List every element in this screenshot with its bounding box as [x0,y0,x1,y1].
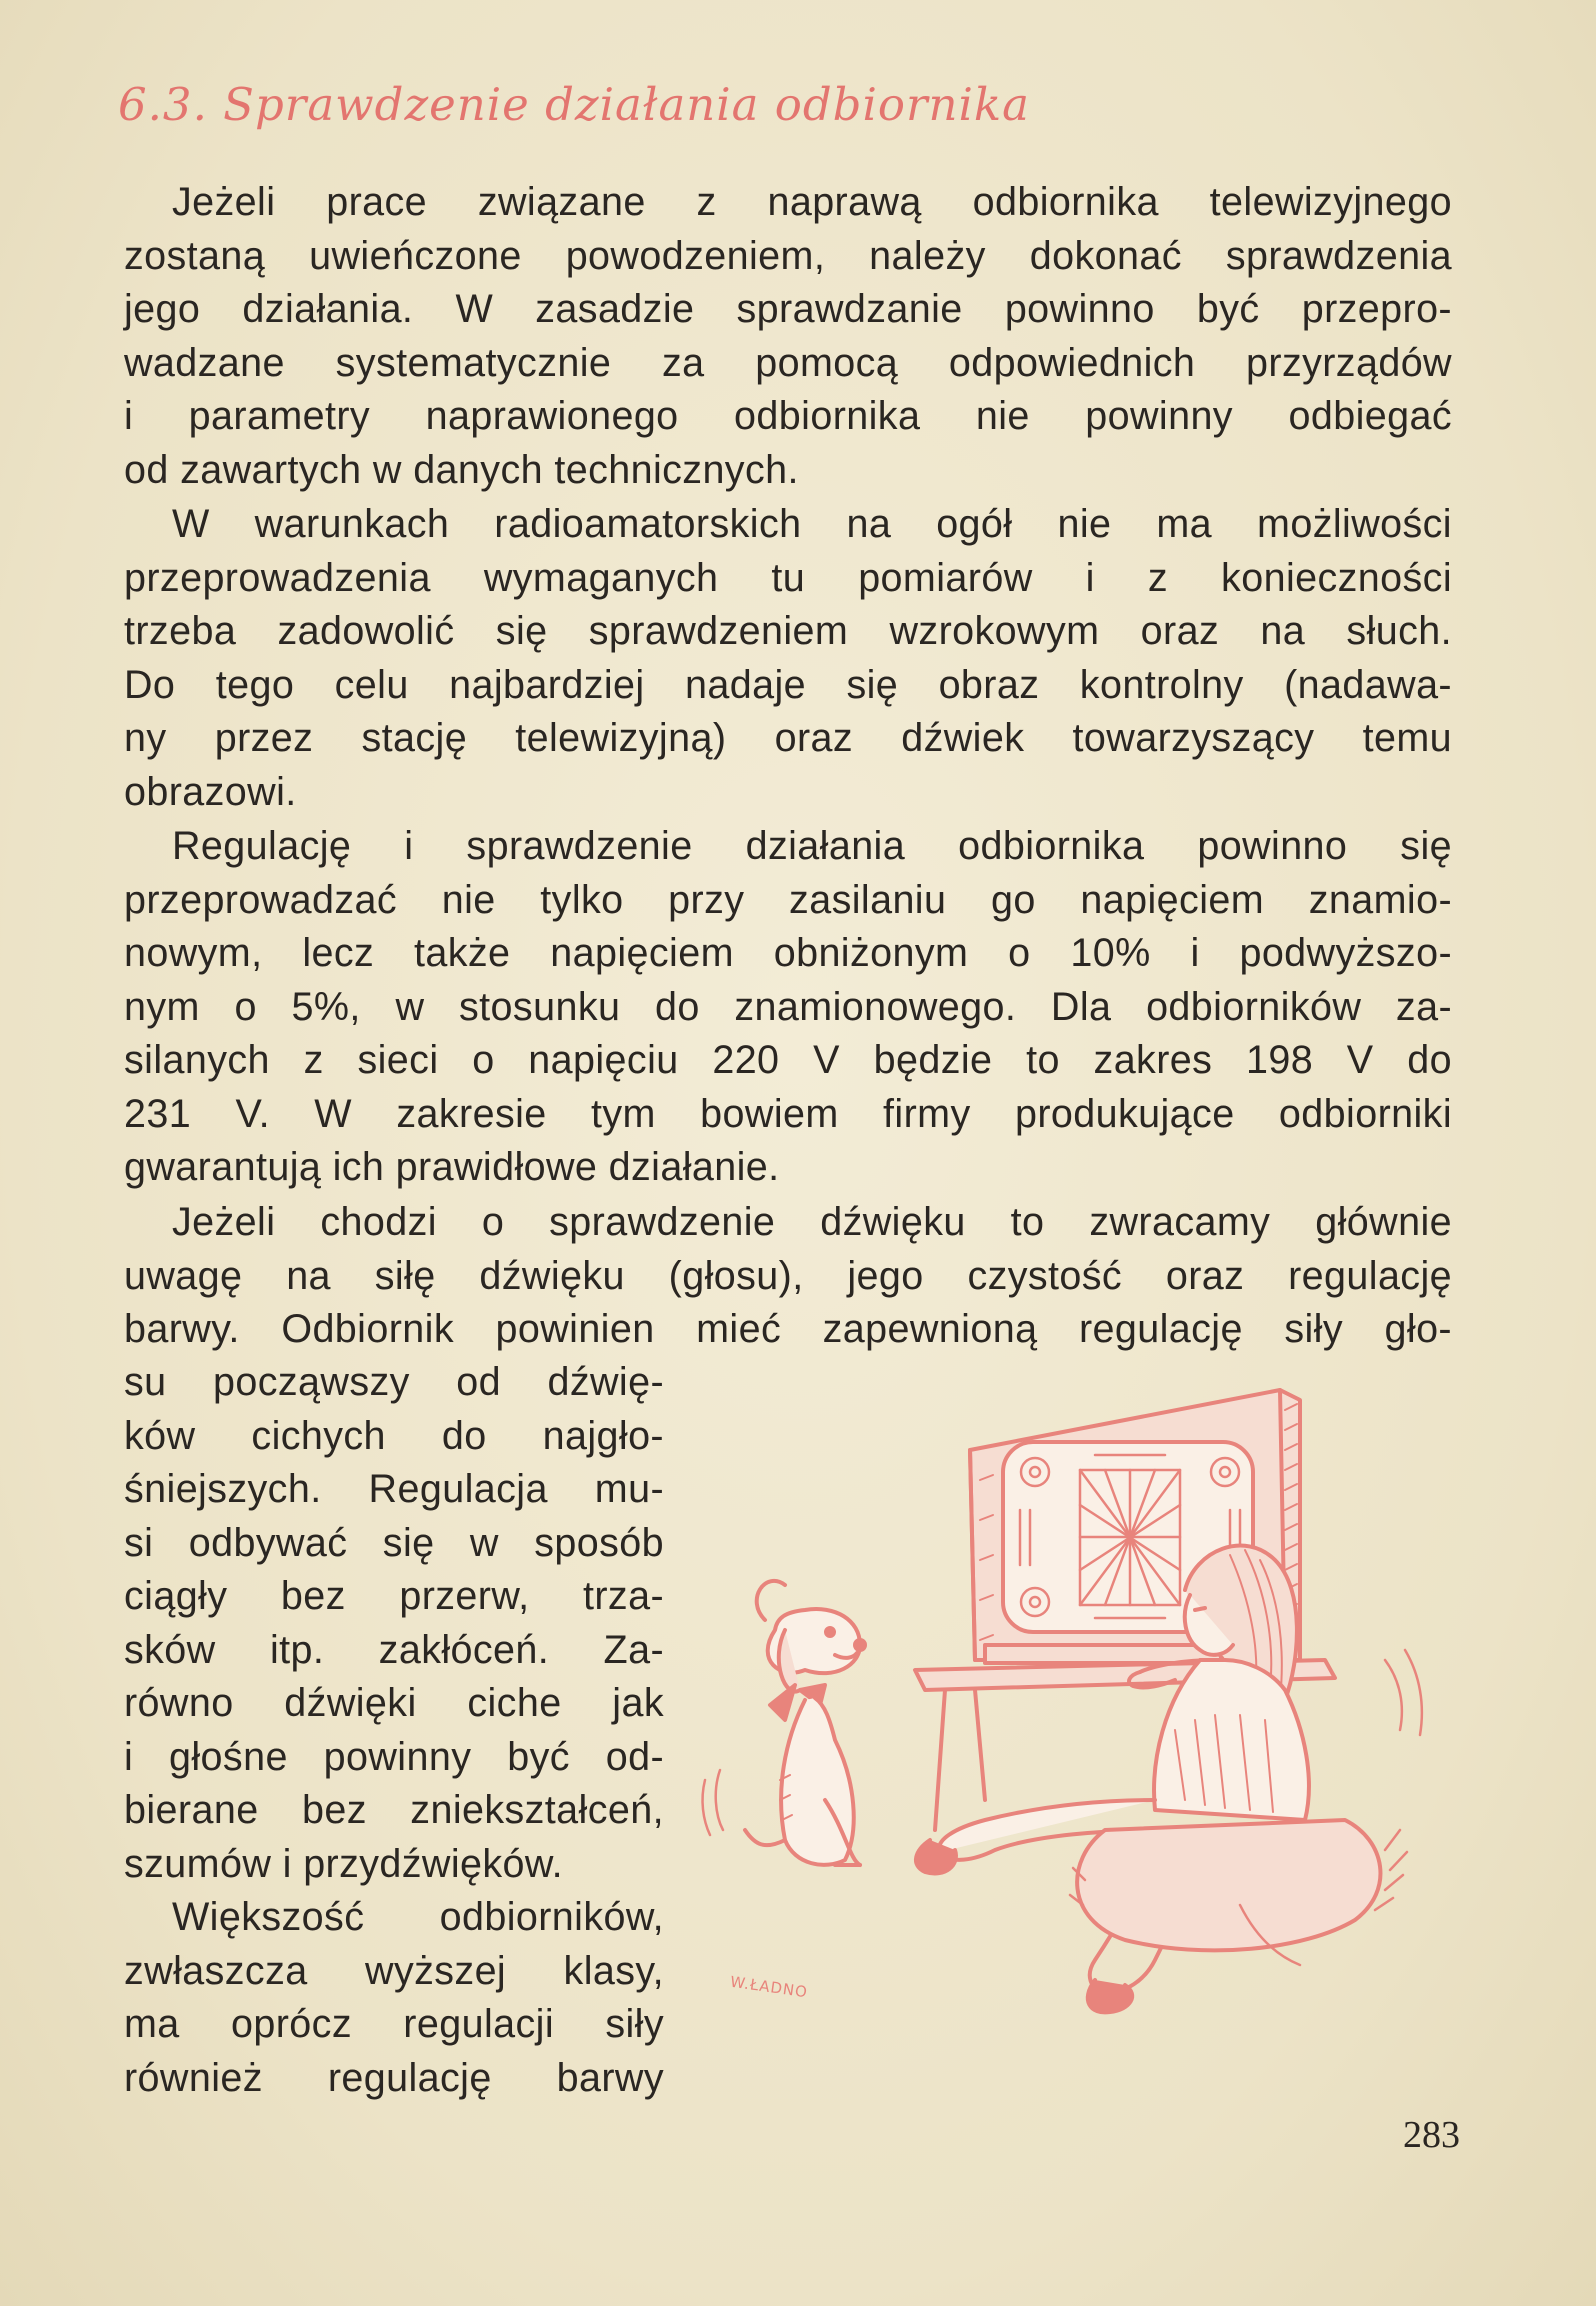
text-line: również regulację barwy [124,2055,664,2100]
illustration-signature: W.ŁADNO [729,1972,810,2002]
text-line: przeprowadzenia wymaganych tu pomiarów i z konieczności [124,555,1452,600]
text-line: bierane bez zniekształceń, [124,1788,664,1832]
text-line: od zawartych w danych technicznych. [124,447,799,492]
text-line: nym o 5%, w stosunku do znamionowego. Dla odbiorników za- [124,984,1452,1029]
page-number: 283 [1403,2114,1460,2156]
text-line: jego działania. W zasadzie sprawdzanie powinno być przepro- [124,287,1452,331]
text-line: i głośne powinny być od- [124,1734,664,1779]
text-line: si odbywać się w sposób [124,1520,664,1565]
dog-icon [745,1581,865,1865]
paragraph-1 [124,176,1452,497]
section-heading: 6.3. Sprawdzenie działania odbiornika [118,78,1030,131]
text-line: śniejszych. Regulacja mu- [124,1467,664,1511]
text-line: 231 V. W zakresie tym bowiem firmy produkujące odbiorniki [124,1091,1452,1136]
text-line: zostaną uwieńczone powodzeniem, należy dokonać sprawdzenia [124,233,1452,278]
text-line: ny przez stację telewizyjną) oraz dźwiek towarzyszący temu [124,716,1452,760]
text-line: gwarantują ich prawidłowe działanie. [124,1145,780,1189]
paragraph-2 [124,498,1452,819]
text-line: ma oprócz regulacji siły [124,2002,664,2046]
text-line: su począwszy od dźwię- [124,1360,664,1404]
paragraph-narrow-2 [124,1891,664,2105]
paragraph-narrow-1 [124,1356,664,1891]
text-line: ciągły bez przerw, trza- [124,1574,664,1618]
text-line: Większość odbiorników, [172,1895,664,1939]
text-line: i parametry naprawionego odbiornika nie powinny odbiegać [124,394,1452,438]
text-line: trzeba zadowolić się sprawdzeniem wzrokowym oraz na słuch. [124,609,1452,653]
text-line: Jeżeli chodzi o sprawdzenie dźwięku to zwracamy głównie [172,1200,1452,1244]
text-line: sków itp. zakłóceń. Za- [124,1627,664,1672]
text-line: silanych z sieci o napięciu 220 V będzie to zakres 198 V do [124,1038,1452,1082]
text-line: uwagę na siłę dźwięku (głosu), jego czystość oraz regulację [124,1253,1452,1298]
text-line: obrazowi. [124,769,297,814]
text-line: równo dźwięki ciche jak [124,1681,664,1725]
text-line: Do tego celu najbardziej nadaje się obraz kontrolny (nadawa- [124,662,1452,707]
text-line: ków cichych do najgło- [124,1413,664,1458]
text-line: zwłaszcza wyższej klasy, [124,1948,664,1993]
text-line: szumów i przydźwięków. [124,1841,564,1886]
text-line: W warunkach radioamatorskich na ogół nie ma możliwości [172,502,1452,546]
paragraph-4 [124,1196,1452,1357]
text-line: Regulację i sprawdzenie działania odbiornika powinno się [172,824,1452,868]
text-line: barwy. Odbiornik powinien mieć zapewnioną regulację siły gło- [124,1307,1452,1351]
text-line: nowym, lecz także napięciem obniżonym o 10% i podwyższo- [124,931,1452,975]
paragraph-3 [124,820,1452,1195]
text-line: Jeżeli prace związane z naprawą odbiornika telewizyjnego [172,180,1452,224]
text-line: przeprowadzać nie tylko przy zasilaniu go napięciem znamio- [124,877,1452,922]
text-line: wadzane systematycznie za pomocą odpowiednich przyrządów [124,340,1452,385]
